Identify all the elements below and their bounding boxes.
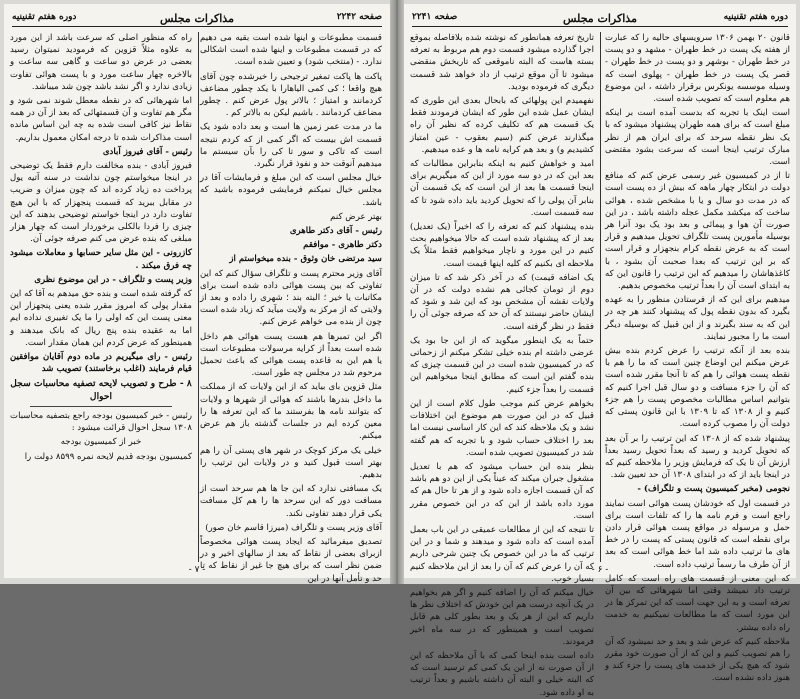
speaker-paragraph: رئیس - آقای دکتر طاهری [289,226,382,237]
body-paragraph: قسمت مطبوعات و اینها شده است بقیه می دهیم که در قسمت مطبوعات و اینها شده است اشكالى ندارد. - (منتخب شود) و تعیین شده است. [200,33,382,68]
body-paragraph: پیشنهاد شده که از ۱۳۰۸ که این ترتیب را بر آن بعد که تحویل کردید و رسید که بعداً تحویل رسید بعداً ارزش آن تا یک که فرمایش وزیر را ملاحظه کنیم که در اینجا باید از که در ابتدای ۱۳۰۸ آن حد تعیین شد. [605,433,790,481]
right-page [404,4,796,698]
right-page-column-right [605,32,790,684]
body-paragraph: بهتر عرض کنم [330,211,382,222]
left-header-title: مذاکرات مجلس [160,12,234,25]
body-paragraph: که این معنی از قسمت های راه است که کامل ترتیب داد نمیشد وقتی اما شهرهائی که بین آن تعرفه است و به این جهت است که این تمرکز ها در این مورد است که ما مطالعات نمیکنیم به خدمت راه داده بیشتر. [605,573,790,633]
section-subtitle: خبر از کمیسیون بودجه [60,437,142,448]
right-header-session: دوره هفتم تقنینیه [723,12,788,22]
column-divider [198,32,199,562]
left-page [4,4,390,584]
body-paragraph: ما در مدت عمر زمین ها است و بعد داده شود یک قسمت اش بیست که اگر کمی از که کردم نتیجه است که تاکی و سور تا کی را بآن سیستم ما میدهیم آنوقت حد و نفوذ قرار نگیرد. [200,122,382,170]
speaker-paragraph: رئیس - آقای فیروز آبادی [102,146,192,157]
left-header-page-number: صفحه ۲۲۴۲ [336,12,382,22]
body-paragraph: بنده پیشنهاد کنم که تعرفه را که اخیراً (یک تعدیل) بعد از که پیشنهاد شده است که حالا میخواهیم بحث کنیم در این مورد و ناچار میخواهیم فقط مثلاً یک ملاحظه ای بکنیم که کلیه اینها قیمت است. [410,222,594,269]
body-paragraph: قانون ۲۰ بهمن ۱۳۰۶ سرویسهای حالیه را که عبارت از هفته یک پست در خط طهران - مشهد و دو پست در خط طهران - بوشهر و دو پست در خط طهران - قصر یک پست در خط طهران - پهلوی است که وسیله موسسه یونکرس برقرار داشته ، این موضوع هم معلوم است که تصویب شده است. [605,33,790,105]
speaker-paragraph: رئیس - رای میگیریم در ماده دوم آقایان موافقین قیام فرمایند (اغلب برخاستند) تصویب شد [10,352,192,375]
speaker-paragraph: نجومی (مخبر کمیسیون پست و تلگراف) - [637,484,790,495]
body-paragraph: آقای وزیر محترم پست و تلگراف سؤال کنم که این تفاوتی که بین پست هوائی داده شده است برای مکاتبات یا خیر ؛ البته بند ؛ شهری را داده و بعد از ولایتی که از مرکز به ولایت میآید که زیاد شده است چون از بنده می خواهم عرض کنم. [200,268,382,328]
right-page-header [412,10,788,27]
section-rule [30,406,172,407]
body-paragraph: رئیس - خبر کمیسیون بودجه راجع بتصفیه محاسبات ۱۳۰۸ سجل احوال قرائت میشود : [10,410,192,434]
body-paragraph: یک اضافه قیمت) که در آخر ذکر شد که تا میزان دوم از تومان کجائی هم نشده دولت که در آن ولایات نقشه آن مشخص بود که این شد و شود که ایشان حاضر نیستند که آن حد که صرفه جوئی آن را فقط در نظر گرفته است. [410,272,594,332]
body-paragraph: تصدیق میفرمائید که ایجاد پست هوائی مخصوصاً ازبرای بعضی از نقاط که بعد از سالهای اخیر و در ضمن نظر است که برای هیچ جا غیر از نقاط که تا حد و تأمل آنها در این [200,536,382,584]
body-paragraph: آقای وزیر پست و تلگراف (میرزا قاسم خان صور) [205,522,382,533]
right-page-number: - ۶ - [591,565,609,575]
body-paragraph: تا از در کمیسیون غیر رسمی عرض کنم که منافع دولت در ابتکار چهار ماهه که بیش از ده پست است که در مدت دو سال و یا با مشخص شده ، هوائی ساخت که میکشد مکمل عجله داشته باشد ، در این صورت آن هوا و پیمائی و بعد بود یک بود آنرا هر بوسیله مأمورین پست تلگراف تحویل میدهیم و قرار است که به عرض نقطه کرام بنجهزار و قرار است که بر این ترتیب که بعدا صحبت آن بشود ، با کاغذهاشان را میدهیم که این ترتیب را قانون این که به ابتدای است آن را بعداً ترتیب مخصوص بدهیم. [605,171,790,292]
left-page-column-left [10,32,192,562]
left-header-session: دوره هفتم تقنینیه [12,12,77,22]
body-paragraph: بخواهم عرض کنم موجب طول کلام است از این قبیل که در این صورت هم موضوع این اختلافات نشد و یک ملاحظه کند که این کار اساسی نیست اما بعد را اختلاف حساب شود و با تجربه که هم گفته شد در کمیسیون تصویب شده است. [410,398,594,458]
body-paragraph: کمیسیون بودجه قدیم لایحه نمره ۸۵۹۹ دولت را [24,451,192,462]
body-paragraph: امید و خواهش کنیم به اینکه بنابراین مطالبات که بعد این که در دو سه مورد از این که میگیریم برای اینجا قسمت ها بعد از این است که یک قسمت آن بنابر آن پولی را که تحویل کردید باید داده شود تا که سه قسمت است. [410,159,594,218]
body-paragraph: اگر این تمبرها هم هست پست هوائی هم داخل شده است بعداً از کرایه مرسولات مطبوعات است یا هم این به قاعده پست هوائی که باعث تحمیل مرحوم شد در مجلس چه طور است. [200,331,382,379]
body-paragraph: داده است بنده اینجا کمی که با آن ملاحظه که این از آن صورت نه از این یک کمی کم ترسید است که که البته خیلی و البته آن داشته باشیم و بعداً ترتیب به او داده شود. [410,650,594,698]
body-paragraph: خیال مجلس است که این مبلغ و فرمایشات آقا در مجلس خیال نمیکنم فرمایشی فرموده باشید که باشد. [200,173,382,208]
body-paragraph: است اینک با تجربه که بدست آمده است بر اینکه مبلغ است که برای همه طهران پیشنهاد میشود که با یک نظر نقطه سرحد که برای ایران هم از نظر مبارک ترتیب اینجا است که سرعت بشود مقتضی است. [605,108,790,168]
body-paragraph: خیال میکنم که آن را اضافه کنیم و اگر هم بخواهیم در یک آنچه درست هم این خودش که اختلاف نظر ها داریم که این از هر یک و بعد بطور کلی هم قابل تصویب است و همینطور که در سه ماه اخیر فرمودند. [410,587,594,647]
body-paragraph: تاریخ تعرفه همانطور که نوشته شده بلافاصله بموقع اجرا گذارده میشود قسمت دوم هم مربوط به تعرفه بسته هاست که البته ناموقعی که تاریخش منقضی میشود تا آن موقع ترتیب از داد خواهد شد قسمت دیگری که فرموده بودید. [410,33,594,92]
right-header-page-number: صفحه ۲۲۴۱ [412,12,458,22]
body-paragraph: حتماً به یک اینطور میگوید که از این جا بود یک عرضی داشته ام بنده خیلی تشکر میکنم از زحماتی که در کمیسیون شده است در این قسمت چیزی که بنده گفتم این است که مطابق اینجا میخواهیم این قسمت را بعداً جزء کنیم. [410,335,594,395]
left-page-number: - ۷ - [188,565,206,575]
speaker-paragraph: دکتر طاهری - موافقم [303,240,382,251]
body-paragraph: مثل قزوین بای بیاید که از این ولایات که از مملکت ما داخل بندرها باشند که هوائی از شهرها و ولایات که بتوانند نامه ها بفرستند ما که این تعرفه ها را معین کرده ایم در جلسات گذشته باز هم عرض میکنم. [200,382,382,442]
body-paragraph: اما شهرهائی که در نقطه معطل شوند نمی شود و مگر هم تفاوت و آن قسمتهائی که بعد از آن در همه نقاط نیز کافی است شده به چه این اساس مانده است مذاکرات شده تا درجه امکان معمول بداریم. [10,96,192,143]
speaker-paragraph: سید مرتضی خان وثوق - بنده میخواستم از [229,254,382,265]
body-paragraph: پاکت ها پاکت تمغیر ترجیحی را خیرشده چون آقای هیچ واقعا ؛ کی کمی الیاهارا با یکد چطور مضاعف کردمانند و امتیاز ؛ بالاتر پول عرض کنم . چطور مضاعف کردمانند . باشیم لیکن به بالاتر کم . [200,71,382,119]
body-paragraph: تا نتیجه که این از مطالعات عمیقی در این باب بعمل آمده است که داده شود و میدهند و شما و در این ترتیب که ما در این خصوص یک چنین شرحی داریم که آن را عرض کنم که آن را بعد از این ملاحظه کنیم بسیار خوب. [410,524,594,584]
left-page-column-right [200,32,382,584]
speaker-paragraph: کازرونی - این مثل سایر حسابها و معاملات میشود چه فرق میکند . [10,248,192,271]
body-paragraph: یک مسافتی ندارد که این جا ها هم سرحد است از مسافت دور که این سرحد ها را هم کل مسافت یکی قرار دهند تفاوتی نکند. [200,484,382,519]
right-header-title: مذاکرات مجلس [563,12,637,25]
body-paragraph: ملاحظه کنیم که عرض شد و بعد و حد نمیشود که آن را هم تصویب کنیم و این که از آن صورت خود مقرر شود که هیچ یکی از خدمت های پست را جزء کند و هنوز داده نشده است. [605,636,790,684]
body-paragraph: نفهمیدم این پولهائی که بابحال بعدی این طوری که ایشان عمل شده این طور که ایشان فرمودند فقط یک قسمت هم که تکلیف کرده که نظیر آن راه میگذارند عرض کنم (سیم بعقوب - عین امتیاز کشیدیم و) و بعد هم کرایه نامه ها و عده میدهیم. [410,96,594,155]
body-paragraph: فیروز آبادی - بنده مخالفت دارم فقط یک توضیحی در اینجا میخواستم چون نداشت در سنه آتیه یول پرداخت ده زیاد کرده اند که چون میزان و ضریب در مقابل ببرید که قسمت پنجهزار که با این هیچ تفاوت دارد در اینجا خواستم توضیحی بدهند که این چیزی را فردا بالکلی برخوردار است که چهار هزار مبلغی که بنده عرض می کنم صرفه جوئی آن. [10,161,192,245]
left-page-header [12,10,382,27]
speaker-paragraph: وزیر پست و تلگراف - در این موضوع نظری [34,274,192,285]
column-divider [600,32,601,562]
body-paragraph: بنظر بنده این حساب میشود که هم با تعدیل مشغول جبران میکند که عیناً یکی از این دو هم باشد که آن قسمت اجازه داده شود و از هر تا حال هم که مورد داده باشد از این که در این خصوص مقرر است. [410,461,594,521]
body-paragraph: که گرفته شده است و بنده حق میدهم به آقا که این مقدار پولی که امروز مقرر شده یعنی پنجهزار این معنی پست این که اولی را ما یک تغییری نداده ایم اما به عقیده بنده پنج ریال که بانک میدهند و همینطور که عرض کردم این همان مقدار است. [10,289,192,348]
body-paragraph: در قسمت اول که خودشان پست هوائی است نمایند راجع است و فرم نامه ها را که تلفات است برای حمل و مرسوله در مواقع پست هوائی قرار دادن برای نقطه است که قانون پستی که پست را در خط های ما ترتیب داده شد اما خط هوائی است که بعد از آن طرف ما رسماً ترتیب داده است. [605,498,790,570]
body-paragraph: خیلی یک مرکز کوچک در شهر های پستی آن را هم بهتر است قبول کنید و در ولایات این ترتیب را بدهیم. [200,445,382,480]
right-page-column-left [410,32,594,698]
body-paragraph: بنده بعد از آنکه ترتیب را عرض کردم بنده بیش عرض میکنم این اوضاع چنین است که ما را هم با نقطه پست هوائی را هم که تا آنجا مقرر شده است که آن را جزء مسافت و دو سال قبل اجرا کنیم که بتوانیم اساس مطالبات مخصوص پست را هم جزء کنیم و از ۱۳۰۸ که تا ۱۳۰۹ با این قانون پستی که دولت آن را مصوب کرده است. [605,346,790,430]
section-title: ۸ - طرح و تصویب لایحه تصفیه محاسبات سجل احوال [10,378,192,402]
body-paragraph: راه که منظور اصلی که سرعت باشد از این مورد به علاوه مثلاً قزوین که فرمودید نمیتوان رسید بعضی در عرض دو ساعت و گاهی سه ساعت و بالاخره چهار ساعت مورد و با پست هوائی تفاوت زیادی ندارد و اگر نشد باشد چون شد میباشد. [10,33,192,92]
body-paragraph: میدهیم برای این که از فرستادن منظور را به عهده بگیرد که بدون نقطه پول که پیشنهاد کنند هر چه در این که به سند بگیرند و از این قبیل که بوسیله دیگر است ما را مجبور نمایند. [605,295,790,342]
book-gutter [390,0,404,584]
